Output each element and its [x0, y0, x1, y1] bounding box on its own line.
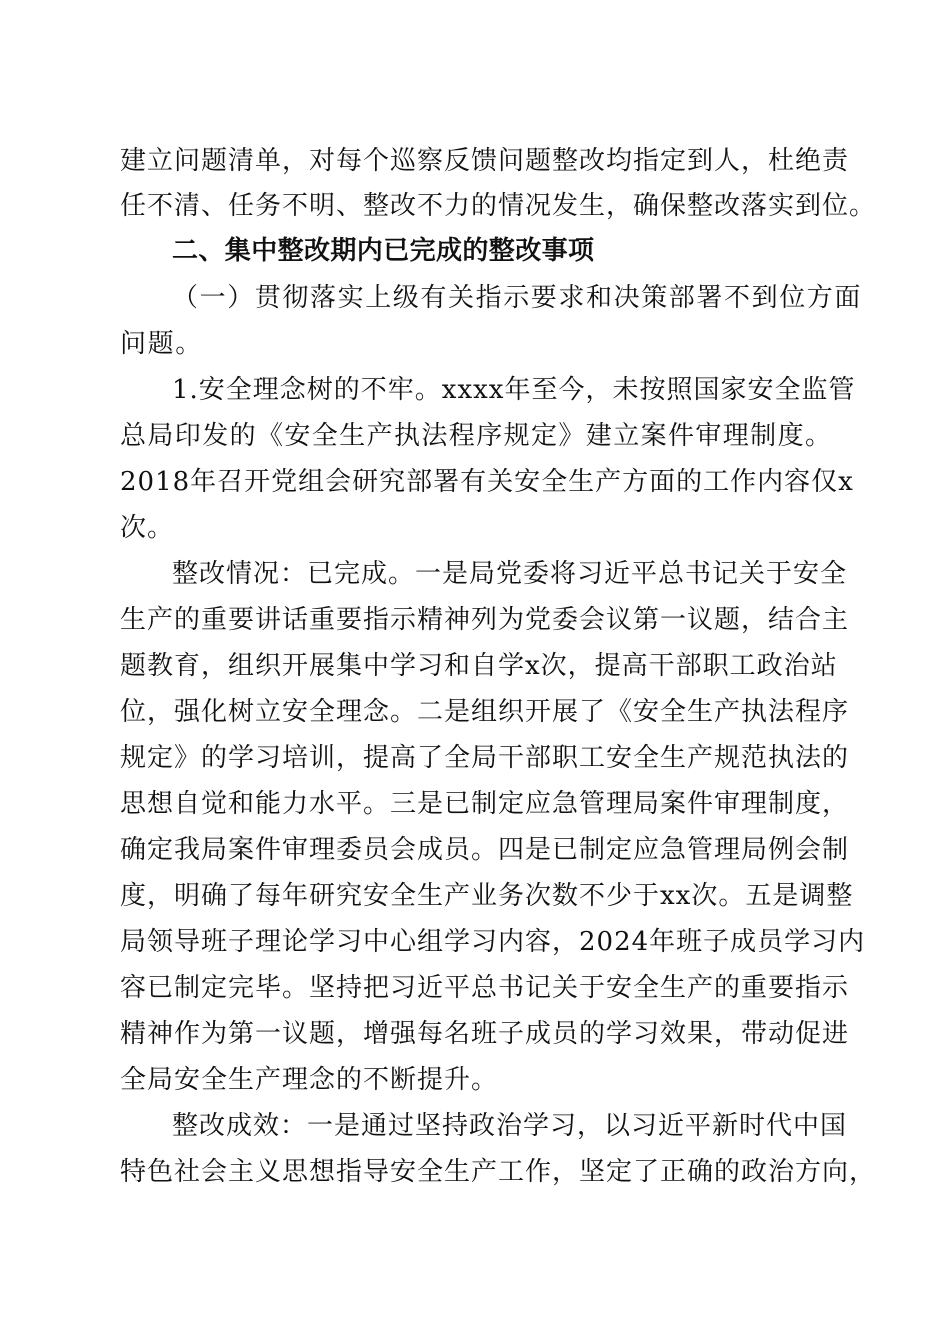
body-line: 度，明确了每年研究安全生产业务次数不少于xx次。五是调整 — [120, 881, 854, 911]
section-heading: 二、集中整改期内已完成的整改事项 — [172, 236, 595, 266]
body-line: 整改情况：已完成。一是局党委将习近平总书记关于安全 — [172, 559, 848, 589]
body-line: 生产的重要讲话重要指示精神列为党委会议第一议题，结合主 — [120, 605, 850, 635]
body-line: 1.安全理念树的不牢。xxxx年至今，未按照国家安全监管 — [172, 375, 856, 405]
body-line: 规定》的学习培训，提高了全局干部职工安全生产规范执法的 — [120, 743, 850, 773]
body-line: 确定我局案件审理委员会成员。四是已制定应急管理局例会制 — [120, 835, 850, 865]
body-line: 次。 — [120, 513, 175, 543]
body-line: 容已制定完毕。坚持把习近平总书记关于安全生产的重要指示 — [120, 973, 850, 1003]
body-line: 任不清、任务不明、整改不力的情况发生，确保整改落实到位。 — [120, 191, 877, 221]
subsection-heading: （一）贯彻落实上级有关指示要求和决策部署不到位方面 — [172, 283, 863, 313]
body-line: 全局安全生产理念的不断提升。 — [120, 1065, 499, 1095]
body-line: 思想自觉和能力水平。三是已制定应急管理局案件审理制度， — [120, 789, 850, 819]
body-line: 总局印发的《安全生产执法程序规定》建立案件审理制度。 — [120, 421, 832, 451]
body-line: 2018年召开党组会研究部署有关安全生产方面的工作内容仅x — [120, 467, 854, 497]
body-line: 整改成效：一是通过坚持政治学习，以习近平新时代中国 — [172, 1111, 848, 1141]
body-line: 题教育，组织开展集中学习和自学x次，提高干部职工政治站 — [120, 651, 838, 681]
body-line: 精神作为第一议题，增强每名班子成员的学习效果，带动促进 — [120, 1019, 850, 1049]
body-line: 建立问题清单，对每个巡察反馈问题整改均指定到人，杜绝责 — [120, 146, 850, 176]
body-line: 特色社会主义思想指导安全生产工作，坚定了正确的政治方向， — [120, 1157, 877, 1187]
subsection-heading-continued: 问题。 — [120, 329, 203, 359]
body-line: 局领导班子理论学习中心组学习内容，2024年班子成员学习内 — [120, 927, 866, 957]
body-line: 位，强化树立安全理念。二是组织开展了《安全生产执法程序 — [120, 697, 850, 727]
